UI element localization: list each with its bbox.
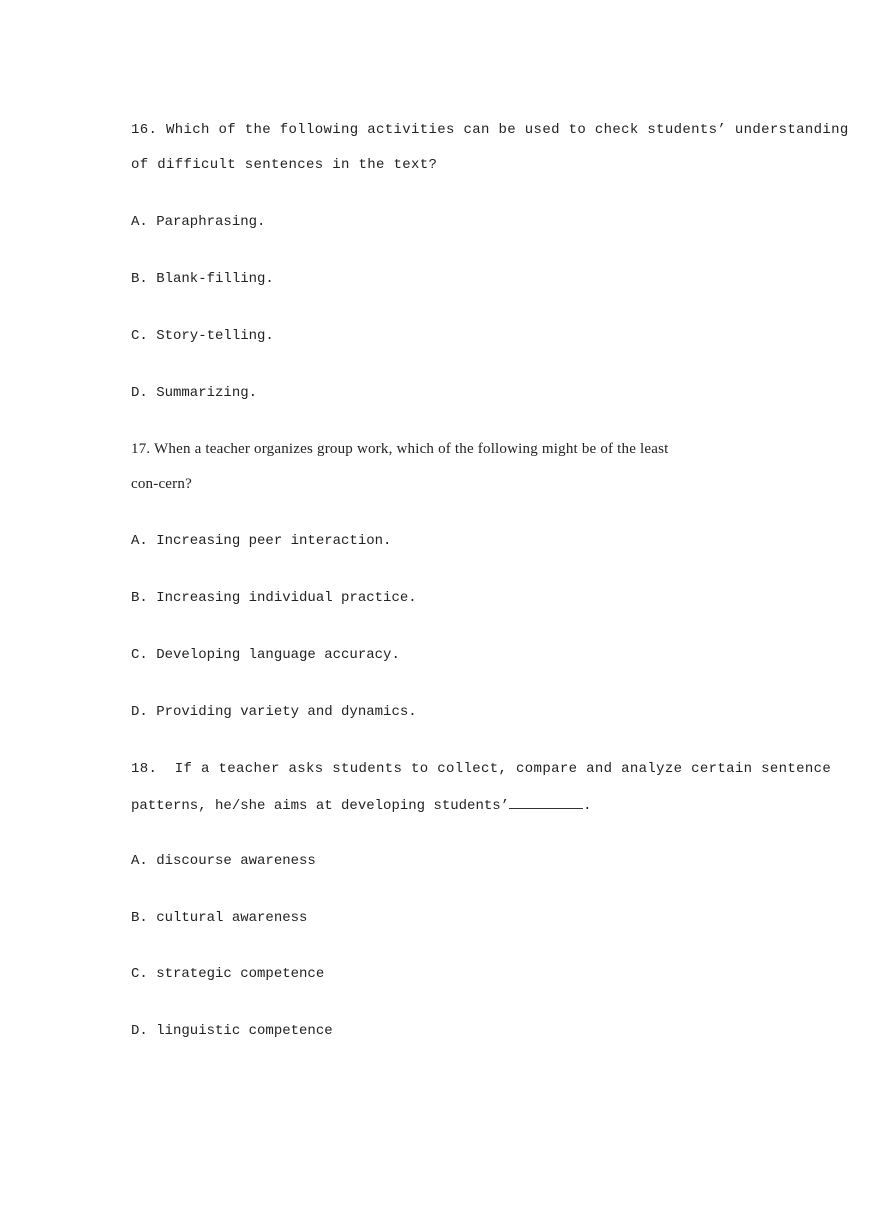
question-16-option-a: A. Paraphrasing.: [131, 214, 266, 230]
question-18-option-c: C. strategic competence: [131, 966, 325, 982]
question-18-stem-line-2-end: .: [583, 798, 592, 814]
question-17-option-d: D. Providing variety and dynamics.: [131, 704, 417, 720]
question-18-stem-line-2: [131, 795, 591, 815]
question-16-option-d: D. Summarizing.: [131, 385, 258, 401]
question-17-stem-line-2: con-cern?: [131, 476, 192, 492]
question-16-option-c: C. Story-telling.: [131, 328, 274, 344]
question-16-stem-line-2: of difficult sentences in the text?: [131, 157, 438, 173]
question-18-stem-line-1: 18. If a teacher asks students to collect, compare and analyze certain sentence: [131, 761, 832, 777]
question-18-option-a: A. discourse awareness: [131, 853, 316, 869]
question-16-option-b: B. Blank-filling.: [131, 271, 274, 287]
question-17-option-b: B. Increasing individual practice.: [131, 590, 417, 606]
question-17-option-a: A. Increasing peer interaction.: [131, 533, 392, 549]
question-18-stem-line-2-text: patterns, he/she aims at developing students’: [131, 798, 510, 814]
question-17-stem-line-1: 17. When a teacher organizes group work, which of the following might be of the least: [131, 441, 669, 457]
question-18-option-d: D. linguistic competence: [131, 1023, 333, 1039]
question-17-option-c: C. Developing language accuracy.: [131, 647, 400, 663]
question-18-option-b: B. cultural awareness: [131, 910, 308, 926]
answer-blank: [509, 795, 583, 809]
question-16-stem-line-1: 16. Which of the following activities can be used to check students’ understanding: [131, 122, 849, 138]
